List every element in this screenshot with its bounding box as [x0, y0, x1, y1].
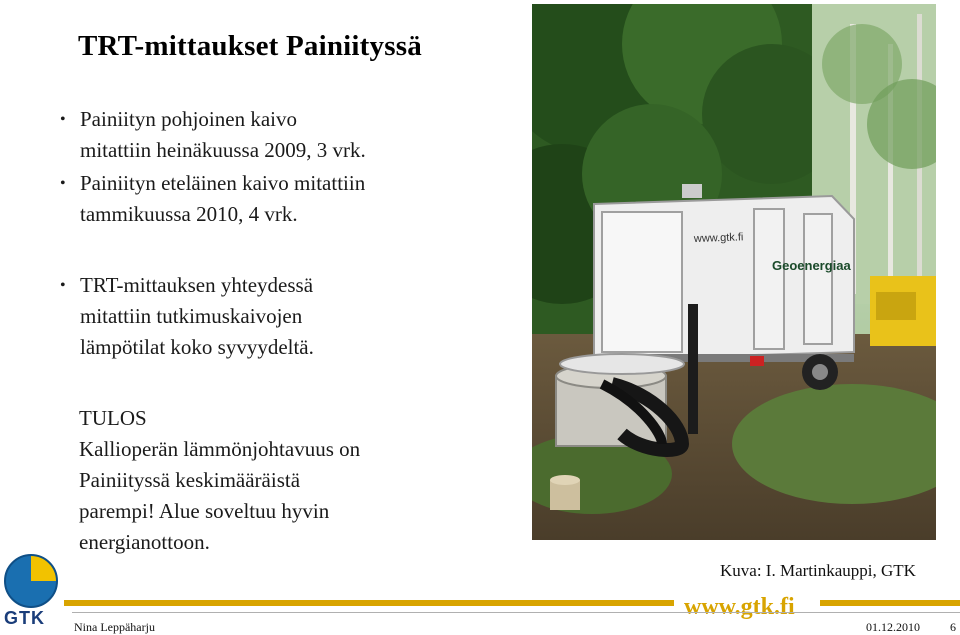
footer-author: Nina Leppäharju — [74, 620, 155, 634]
bullet-line: tammikuussa 2010, 4 vrk. — [80, 202, 298, 226]
bullet-list — [60, 104, 520, 363]
page-number: 6 — [950, 620, 956, 634]
result-line: energianottoon. — [79, 530, 210, 554]
footer-accent-bar — [64, 600, 674, 606]
slide-title: TRT-mittaukset Painiityssä — [78, 30, 422, 62]
bullet-line: mitattiin heinäkuussa 2009, 3 vrk. — [80, 138, 366, 162]
result-line: parempi! Alue soveltuu hyvin — [79, 499, 330, 523]
bullet-line: Painiityn eteläinen kaivo mitattiin — [80, 171, 366, 195]
bullet-line: mitattiin tutkimuskaivojen — [80, 304, 303, 328]
gtk-logo-icon — [2, 552, 60, 610]
bullet-line: TRT-mittauksen yhteydessä — [80, 273, 314, 297]
logo-text: GTK — [4, 608, 45, 628]
footer-divider — [72, 612, 960, 613]
bullet-line: lämpötilat koko syvyydeltä. — [80, 335, 314, 359]
bullet-line: Painiityn pohjoinen kaivo — [80, 107, 297, 131]
bullet-item — [60, 104, 520, 166]
footer-date: 01.12.2010 — [866, 620, 920, 634]
bullet-item — [60, 168, 520, 230]
website-link[interactable]: www.gtk.fi — [684, 594, 795, 620]
footer-accent-bar — [820, 600, 960, 606]
trailer-web-label: www.gtk.fi — [693, 231, 744, 245]
photo-credit: Kuva: I. Martinkauppi, GTK — [720, 561, 916, 580]
result-line: Painiityssä keskimääräistä — [79, 468, 301, 492]
trailer-photo — [532, 4, 936, 540]
trailer-brand-label: Geoenergiaa — [772, 258, 851, 273]
result-line: Kallioperän lämmönjohtavuus on — [79, 437, 361, 461]
result-heading: TULOS — [79, 406, 147, 430]
result-block — [79, 403, 459, 558]
bullet-item — [60, 270, 520, 363]
